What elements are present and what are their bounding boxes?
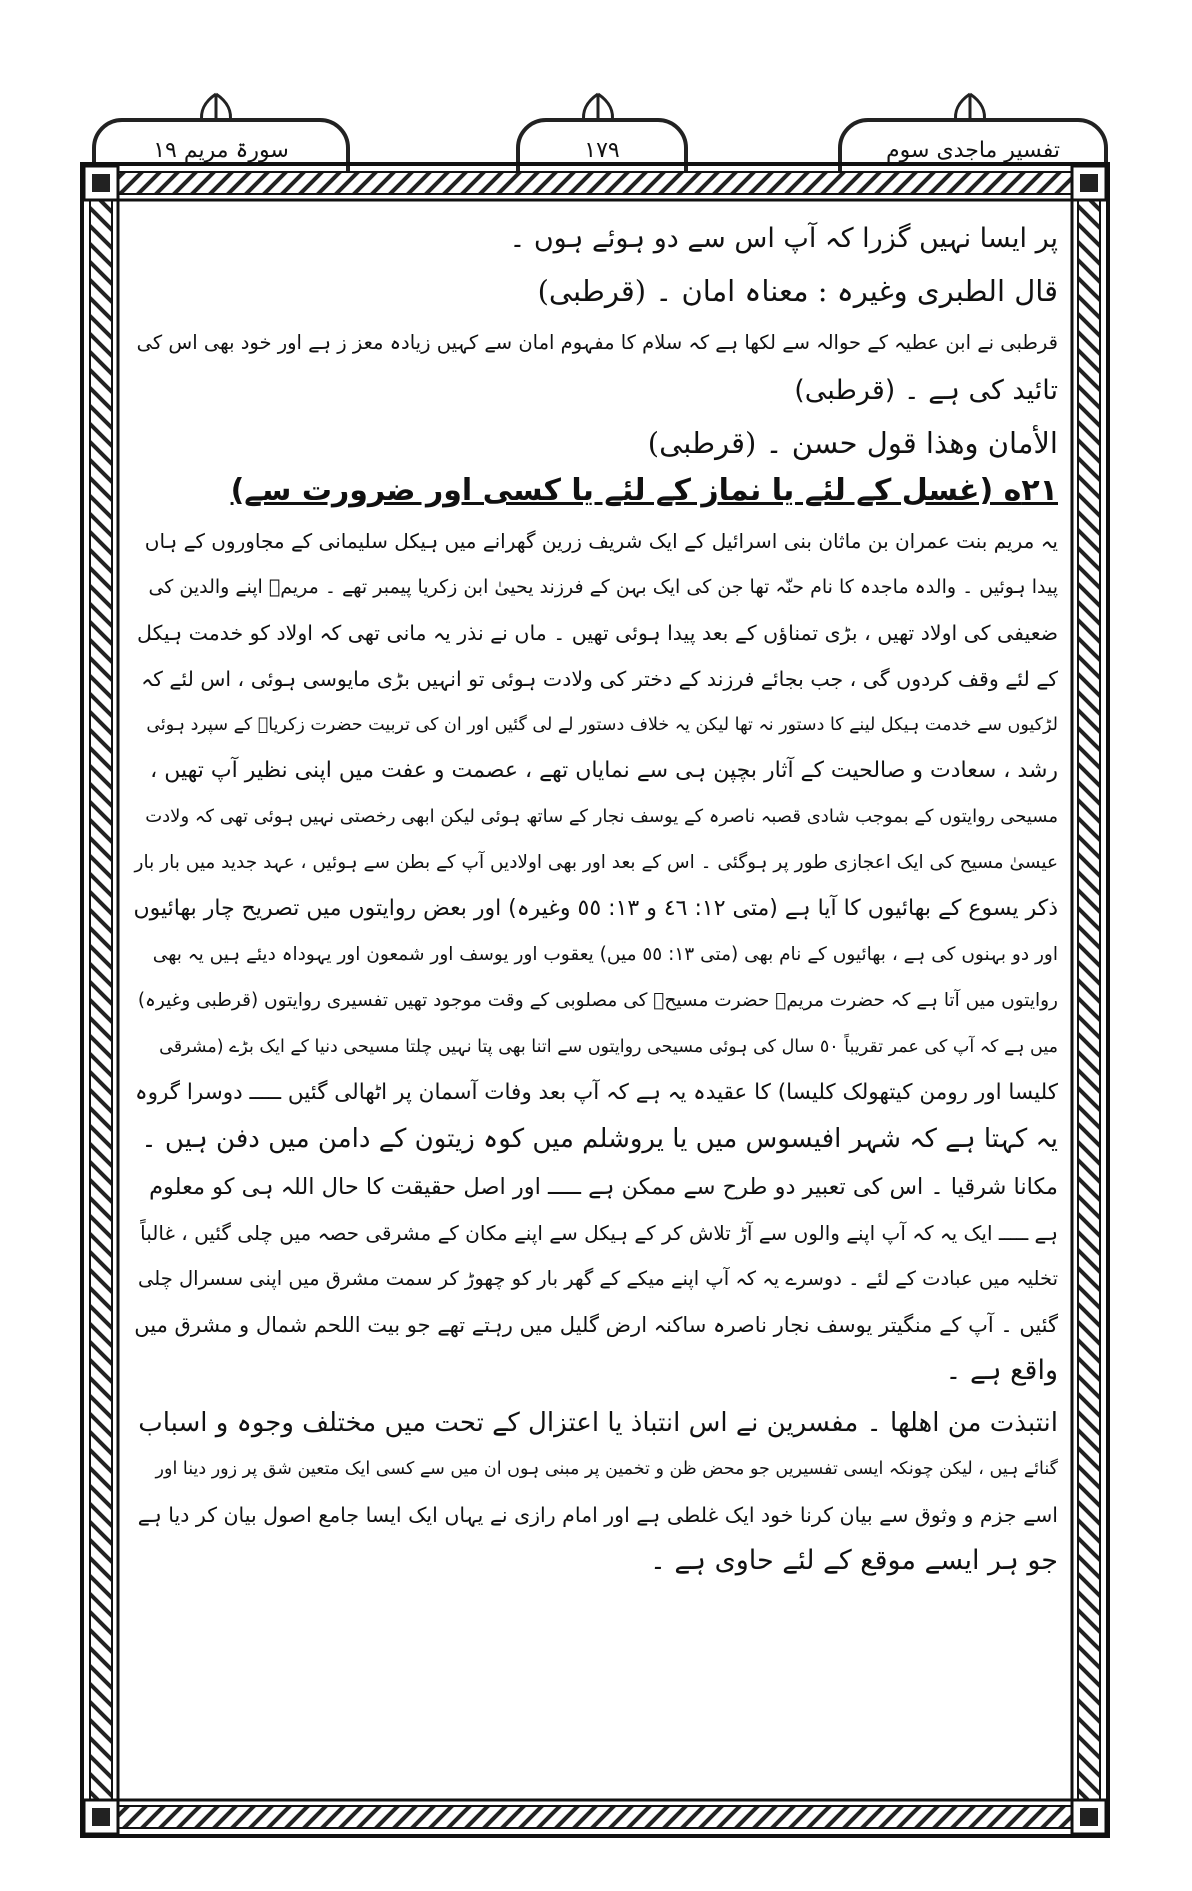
surah-label: سورۃ مریم ١٩ [92,118,350,182]
text-line: رشد ، سعادت و صالحیت کے آثار بچپن ہی سے نمایاں تھے ، عصمت و عفت میں اپنی نظیر آپ تھیں ، [150,758,1058,783]
note-heading: ٢١ه (غسل کے لئے یا نماز کے لئے یا کسی اور ضرورت سے) [230,473,1058,508]
arabic-quote-line: قال الطبری وغیرہ : معناہ امان ۔ (قرطبی) [537,274,1058,308]
text-line: یہ کہتا ہے کہ شہر افیسوس میں یا یروشلم میں کوہ زیتون کے دامن میں دفن ہیں ۔ [141,1124,1058,1154]
text-line: لڑکیوں سے خدمت ہیکل لینے کا دستور نہ تھا لیکن یہ خلاف دستور لے لی گئیں اور ان کی تربیت حضرت زکریاؑ کے سپرد ہوئی [146,715,1058,735]
text-line: تائید کی ہے ۔ (قرطبی) [794,375,1058,406]
text-line: یہ مریم بنت عمران بن ماثان بنی اسرائیل کے ایک شریف زرین گھرانے میں ہیکل سلیمانی کے مجاوروں کے ہاں [144,529,1058,553]
text-line: تخلیہ میں عبادت کے لئے ۔ دوسرے یہ کہ آپ اپنے میکے کے گھر بار کو چھوڑ کر سمت مشرق میں اپنی سسرال چلی [138,1267,1058,1290]
text-line: مکانا شرقیا ۔ اس کی تعبیر دو طرح سے ممکن ہے ـــــ اور اصل حقیقت کا حال اللہ ہی کو معلوم [149,1174,1058,1200]
text-line: روایتوں میں آتا ہے کہ حضرت مریمؑ حضرت مسیحؑ کی مصلوبی کے وقت موجود تھیں تفسیری روایتوں (قرطبی وغیرہ) [137,990,1058,1011]
text-line: پر ایسا نہیں گزرا کہ آپ اس سے دو ہوئے ہوں ۔ [509,223,1058,254]
text-line: عیسیٰ مسیح کی ایک اعجازی طور پر ہوگئی ۔ اس کے بعد اور بھی اولادیں آپ کے بطن سے ہوئیں ، عہد جدید میں بار بار [134,852,1058,873]
text-line: مسیحی روایتوں کے بموجب شادی قصبہ ناصرہ کے یوسف نجار کے ساتھ ہوئی لیکن ابھی رخصتی نہیں ہوئی تھی کہ ولادت [145,806,1058,827]
text-line: گنائے ہیں ، لیکن چونکہ ایسی تفسیریں جو محض ظن و تخمین پر مبنی ہوں ان میں سے کسی ایک متعین شق پر زور دینا اور [155,1459,1058,1479]
text-line: کے لئے وقف کردوں گی ، جب بجائے فرزند کے دختر کی ولادت ہوئی تو انہیں بڑی مایوسی ہوئی ، اس لئے کہ [141,667,1058,691]
text-line: پیدا ہوئیں ۔ والدہ ماجدہ کا نام حنّہ تھا جن کی ایک بہن کے فرزند یحییٰ ابن زکریا پیمبر تھے ۔ مریمؑ اپنے والدین کی [148,576,1058,598]
text-line: انتبذت من اھلھا ۔ مفسرین نے اس انتباذ یا اعتزال کے تحت میں مختلف وجوہ و اسباب [138,1408,1058,1438]
book-title: تفسیر ماجدی سوم [838,118,1108,182]
text-line: واقع ہے ۔ [945,1355,1058,1386]
text-line: ضعیفی کی اولاد تھیں ، بڑی تمناؤں کے بعد پیدا ہوئی تھیں ۔ ماں نے نذر یہ مانی تھی کہ اولاد کو خدمت ہیکل [137,621,1058,645]
arabic-quote-line: الأمان وھذا قول حسن ۔ (قرطبی) [647,426,1058,460]
text-line: جو ہر ایسے موقع کے لئے حاوی ہے ۔ [649,1545,1058,1576]
text-line: اور دو بہنوں کی ہے ، بھائیوں کے نام بھی (متی ١٣: ٥٥ میں) یعقوب اور یوسف اور شمعون اور یہوداہ دیئے ہیں یہ بھی [152,944,1058,965]
text-line: میں ہے کہ آپ کی عمر تقریباً ٥٠ سال کی ہوئی مسیحی روایتوں سے اتنا بھی پتا نہیں چلتا مسیحی دنیا کے ایک بڑے (مشرقی [159,1037,1058,1057]
text-line: کلیسا اور رومن کیتھولک کلیسا) کا عقیدہ یہ ہے کہ آپ بعد وفات آسمان پر اٹھالی گئیں ـــــ دوسرا گروہ [134,1080,1058,1105]
text-line: گئیں ۔ آپ کے منگیتر یوسف نجار ناصرہ ساکنہ ارض گلیل میں رہتے تھے جو بیت اللحم شمال و مشرق میں [134,1313,1058,1337]
text-line: ذکر یسوع کے بھائیوں کا آیا ہے (متی ١٢: ٤٦ و ١٣: ٥٥ وغیرہ) اور بعض روایتوں میں تصریح چار بھائیوں [133,896,1058,921]
text-line: اسے جزم و وثوق سے بیان کرنا خود ایک غلطی ہے اور امام رازی نے یہاں ایک ایسا جامع اصول بیان کر دیا ہے [137,1503,1058,1527]
page-number: ١٧٩ [516,118,688,182]
text-line: قرطبی نے ابن عطیہ کے حوالہ سے لکھا ہے کہ سلام کا مفہوم امان سے کہیں زیادہ معز ز ہے اور خود بھی اس کی [136,331,1058,354]
text-line: ہے ـــــ ایک یہ کہ آپ اپنے والوں سے آڑ تلاش کر کے ہیکل سے اپنے مکان کے مشرقی حصہ میں چلی گئیں ، غالباً [140,1221,1058,1245]
page-text-body [134,222,1058,1812]
